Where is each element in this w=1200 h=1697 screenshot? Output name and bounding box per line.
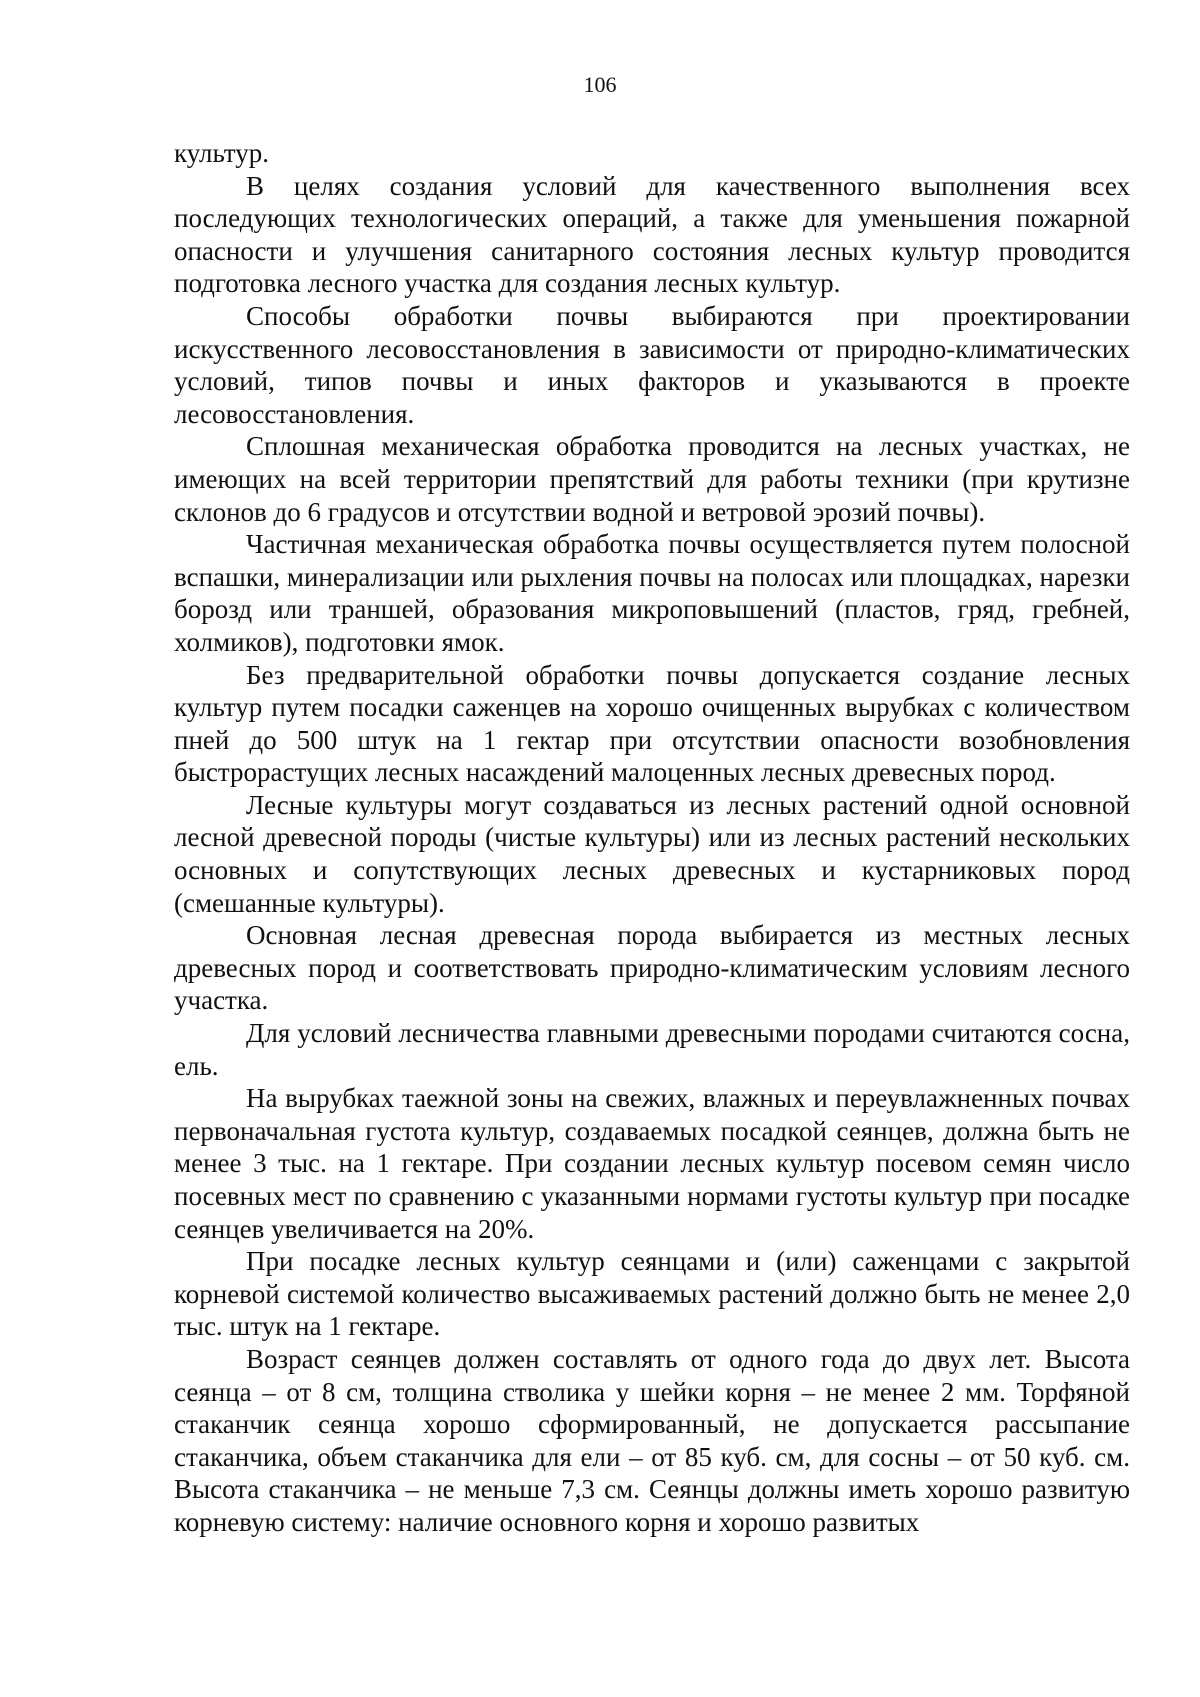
page-number: 106 xyxy=(583,72,617,97)
paragraph: Сплошная механическая обработка проводится на лесных участках, не имеющих на всей территории препятствий для работы техники (при крутизне склонов до 6 градусов и отсутствии водной и ветровой эрозий почвы). xyxy=(174,431,1130,527)
paragraph-continuation: культур. xyxy=(174,138,270,168)
paragraph: Без предварительной обработки почвы допускается создание лесных культур путем посадки саженцев на хорошо очищенных вырубках с количеством пней до 500 штук на 1 гектар при отсутствии опасности возобновления быстрорастущих лесных насаждений малоценных лесных древесных пород. xyxy=(174,659,1130,788)
paragraph: Способы обработки почвы выбираются при проектировании искусственного лесовосстановления в зависимости от природно-климатических условий, типов почвы и иных факторов и указываются в проекте лесовосстановления. xyxy=(174,300,1130,429)
paragraph: На вырубках таежной зоны на свежих, влажных и переувлажненных почвах первоначальная густота культур, создаваемых посадкой сеянцев, должна быть не менее 3 тыс. на 1 гектаре. При создании лесных культур посевом семян число посевных мест по сравнению с указанными нормами густоты культур при посадке сеянцев увеличивается на 20%. xyxy=(174,1083,1130,1244)
document-body xyxy=(174,137,1130,1539)
paragraph-final: Возраст сеянцев должен составлять от одного года до двух лет. Высота сеянца – от 8 см, толщина стволика у шейки корня – не менее 2 мм. Торфяной стаканчик сеянца хорошо сформированный, не допускается рассыпание стаканчика, объем стаканчика для ели – от 85 куб. см, для сосны – от 50 куб. см. Высота стаканчика – не меньше 7,3 см. Сеянцы должны иметь хорошо развитую корневую систему: наличие основного корня и хорошо развитых xyxy=(174,1343,1130,1537)
paragraph: При посадке лесных культур сеянцами и (или) саженцами с закрытой корневой системой количество высаживаемых растений должно быть не менее 2,0 тыс. штук на 1 гектаре. xyxy=(174,1246,1130,1342)
paragraph: Частичная механическая обработка почвы осуществляется путем полосной вспашки, минерализации или рыхления почвы на полосах или площадках, нарезки борозд или траншей, образования микроповышений (пластов, гряд, гребней, холмиков), подготовки ямок. xyxy=(174,529,1130,657)
paragraph: Для условий лесничества главными древесными породами считаются сосна, ель. xyxy=(174,1018,1130,1081)
paragraph: В целях создания условий для качественного выполнения всех последующих технологических операций, а также для уменьшения пожарной опасности и улучшения санитарного состояния лесных культур проводится подготовка лесного участка для создания лесных культур. xyxy=(174,170,1130,299)
paragraph: Основная лесная древесная порода выбирается из местных лесных древесных пород и соответствовать природно-климатическим условиям лесного участка. xyxy=(174,920,1130,1016)
paragraph: Лесные культуры могут создаваться из лесных растений одной основной лесной древесной породы (чистые культуры) или из лесных растений нескольких основных и сопутствующих лесных древесных и кустарниковых пород (смешанные культуры). xyxy=(174,789,1130,918)
